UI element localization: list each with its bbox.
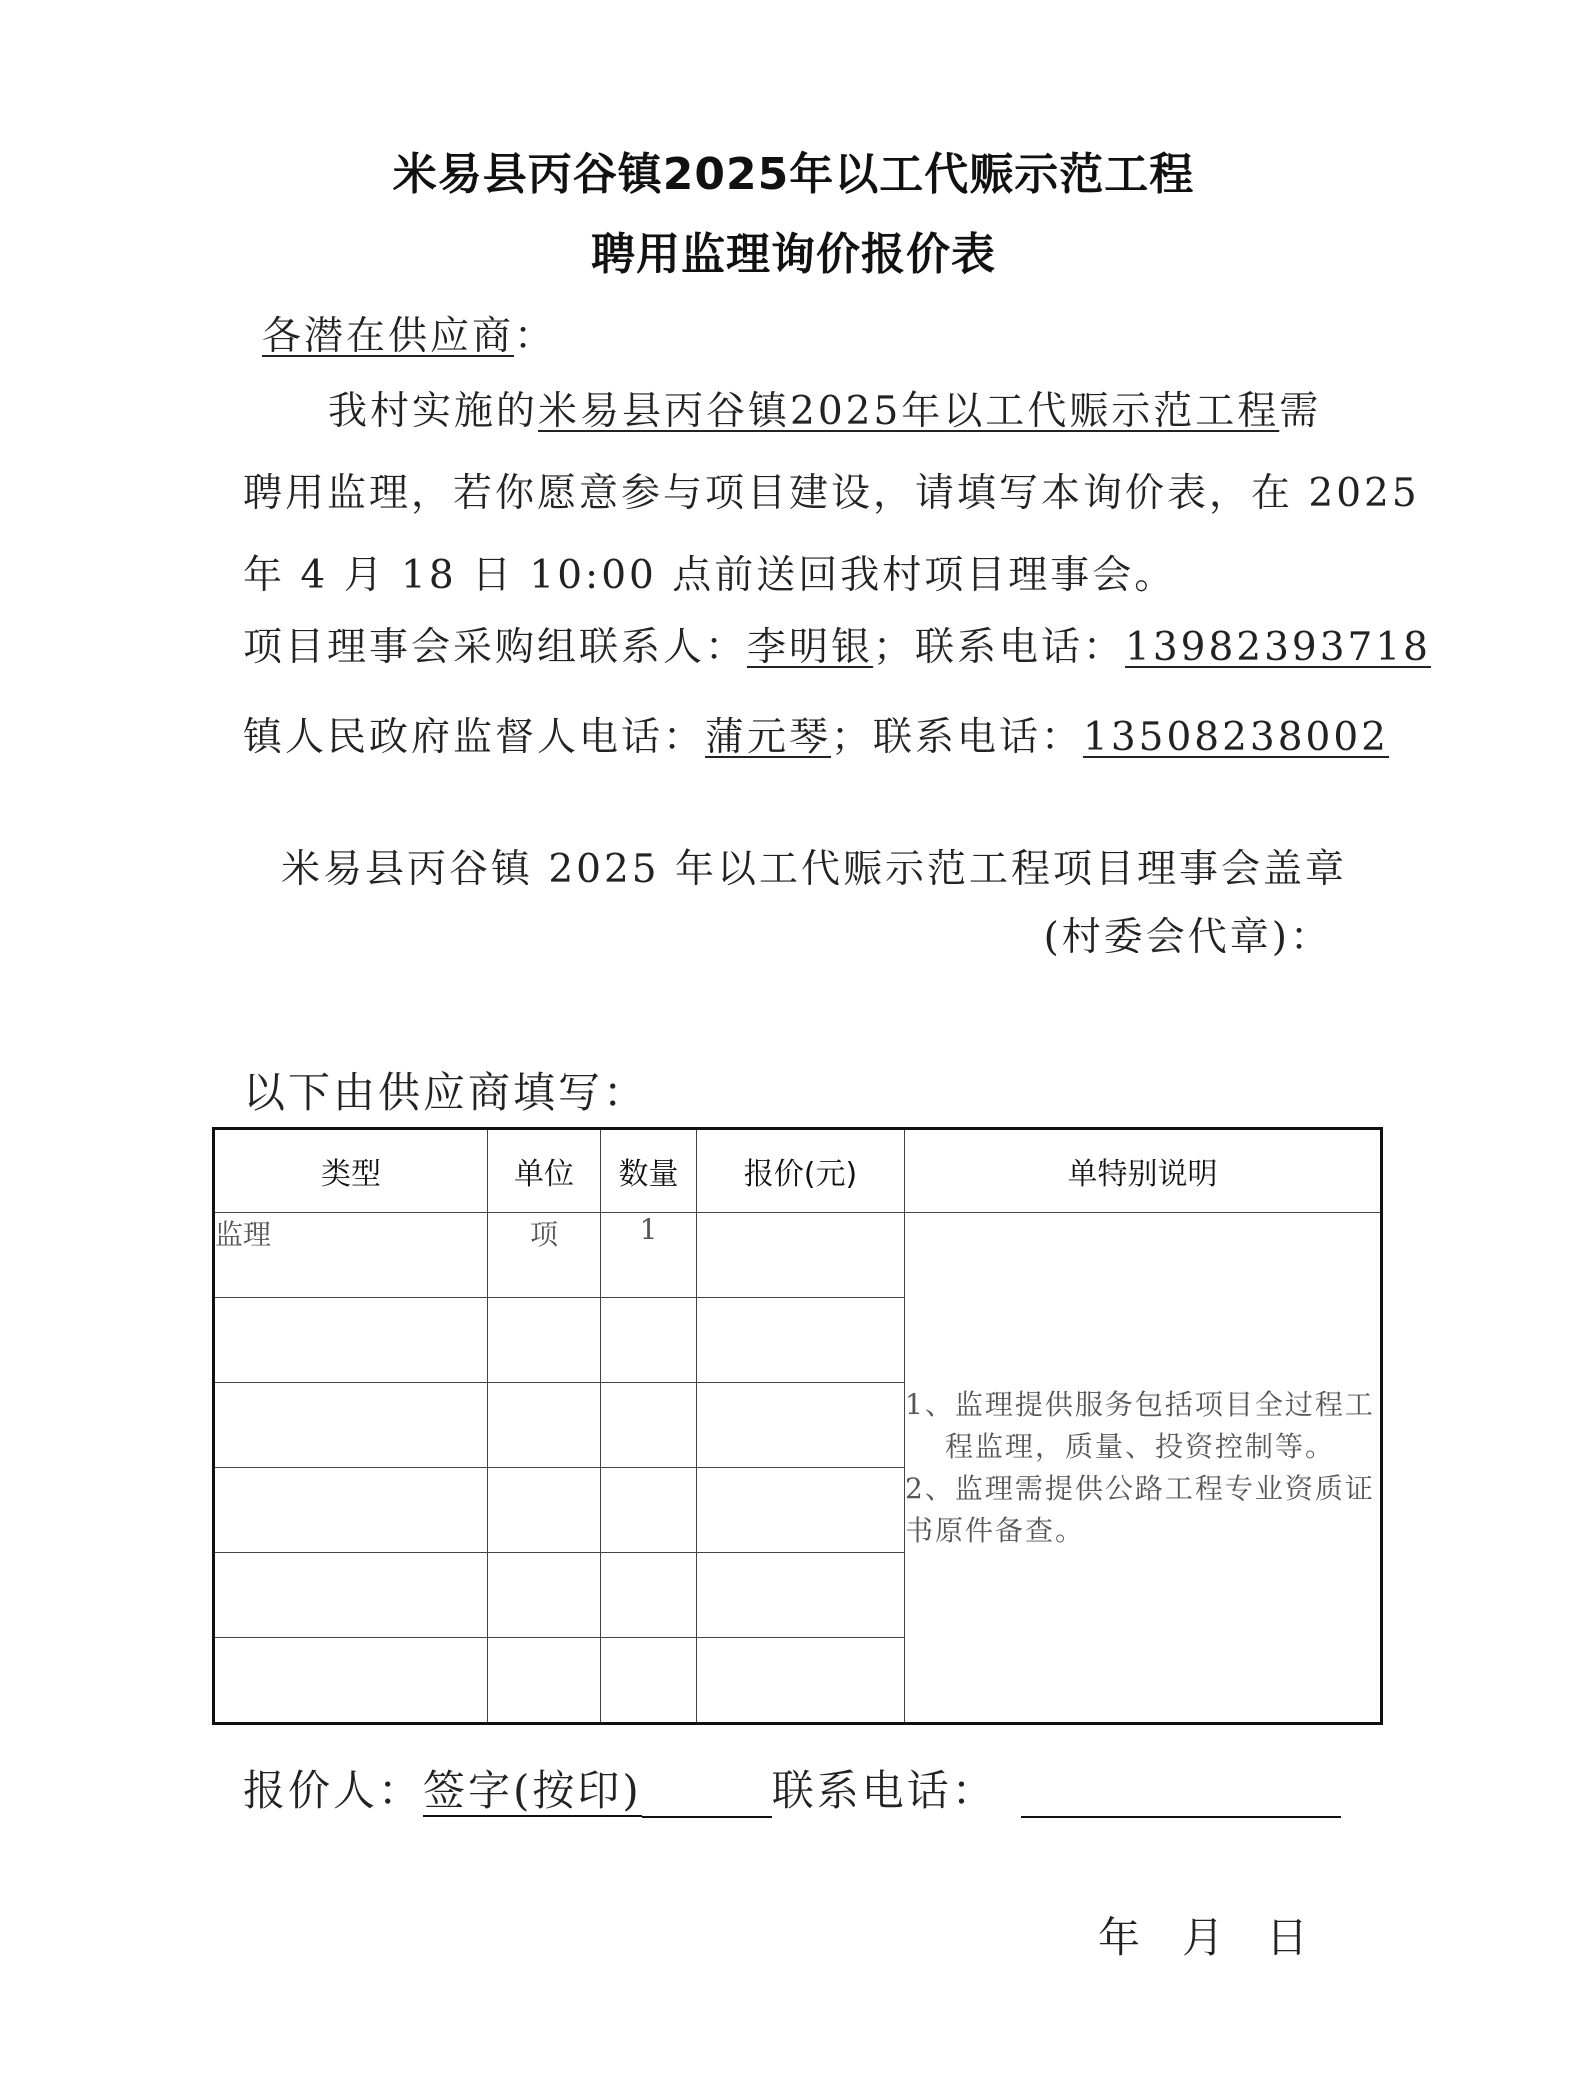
cell-price[interactable] bbox=[697, 1638, 905, 1724]
date-line bbox=[1098, 1905, 1350, 1965]
contact-line-supervisor bbox=[243, 706, 1389, 762]
note-line: 2、监理需提供公路工程专业资质证 bbox=[905, 1471, 1375, 1505]
table-row bbox=[214, 1213, 1382, 1298]
cell-price[interactable] bbox=[697, 1553, 905, 1638]
cell-type[interactable] bbox=[214, 1298, 488, 1383]
cell-type[interactable]: 监理 bbox=[214, 1213, 488, 1298]
date-month: 月 bbox=[1182, 1913, 1225, 1962]
cell-quantity[interactable] bbox=[601, 1638, 697, 1724]
cell-price[interactable] bbox=[697, 1383, 905, 1468]
note-line: 书原件备查。 bbox=[905, 1513, 1086, 1547]
project-name: 米易县丙谷镇2025年以工代赈示范工程 bbox=[538, 389, 1280, 434]
greeting-colon: ： bbox=[514, 314, 557, 359]
date-day: 日 bbox=[1266, 1913, 1309, 1962]
cell-quantity[interactable] bbox=[601, 1298, 697, 1383]
contact-phone: 13508238002 bbox=[1083, 715, 1389, 760]
cell-price[interactable] bbox=[697, 1213, 905, 1298]
body-line-2: 聘用监理，若你愿意参与项目建设，请填写本询价表，在 2025 bbox=[243, 471, 1420, 516]
table-header-row bbox=[214, 1129, 1382, 1213]
header-notes: 单特别说明 bbox=[905, 1129, 1382, 1213]
contact-sep: ；联系电话： bbox=[873, 625, 1126, 670]
signature-field[interactable]: 签字(按印) bbox=[423, 1766, 642, 1815]
header-unit: 单位 bbox=[488, 1129, 601, 1213]
intro-suffix: 需 bbox=[1279, 389, 1322, 434]
cell-type[interactable] bbox=[214, 1553, 488, 1638]
cell-unit[interactable]: 项 bbox=[488, 1213, 601, 1298]
document-title-line1: 米易县丙谷镇2025年以工代赈示范工程 bbox=[392, 149, 1195, 200]
note-line: 1、监理提供服务包括项目全过程工 bbox=[905, 1387, 1375, 1421]
contact-line-procurement bbox=[243, 616, 1431, 672]
cell-type[interactable] bbox=[214, 1638, 488, 1724]
cell-quantity[interactable] bbox=[601, 1383, 697, 1468]
date-year: 年 bbox=[1098, 1913, 1141, 1962]
greeting-recipient: 各潜在供应商 bbox=[262, 314, 515, 359]
quoter-label: 报价人： bbox=[243, 1766, 424, 1815]
document-title-line2: 聘用监理询价报价表 bbox=[591, 229, 996, 280]
cell-price[interactable] bbox=[697, 1468, 905, 1553]
seal-line-1: 米易县丙谷镇 2025 年以工代赈示范工程项目理事会盖章 bbox=[280, 847, 1347, 892]
contact-name: 蒲元琴 bbox=[705, 715, 832, 760]
greeting bbox=[262, 305, 556, 361]
supplier-fill-label: 以下由供应商填写： bbox=[243, 1068, 649, 1117]
cell-unit[interactable] bbox=[488, 1553, 601, 1638]
quote-table bbox=[212, 1127, 1383, 1725]
contact-sep: ；联系电话： bbox=[831, 715, 1084, 760]
body-line-1 bbox=[328, 380, 1321, 436]
cell-price[interactable] bbox=[697, 1298, 905, 1383]
header-price: 报价(元) bbox=[697, 1129, 905, 1213]
contact-name: 李明银 bbox=[747, 625, 874, 670]
signature-blank[interactable] bbox=[642, 1784, 772, 1818]
intro-prefix: 我村实施的 bbox=[328, 389, 539, 434]
header-type: 类型 bbox=[214, 1129, 488, 1213]
cell-unit[interactable] bbox=[488, 1638, 601, 1724]
contact-label: 镇人民政府监督人电话： bbox=[243, 715, 706, 760]
cell-type[interactable] bbox=[214, 1468, 488, 1553]
cell-unit[interactable] bbox=[488, 1468, 601, 1553]
cell-quantity[interactable] bbox=[601, 1553, 697, 1638]
contact-label: 项目理事会采购组联系人： bbox=[243, 625, 748, 670]
cell-notes bbox=[905, 1213, 1382, 1724]
cell-quantity[interactable] bbox=[601, 1468, 697, 1553]
phone-blank[interactable] bbox=[1021, 1784, 1341, 1818]
seal-line-2: (村委会代章)： bbox=[1043, 915, 1332, 960]
cell-unit[interactable] bbox=[488, 1298, 601, 1383]
header-quantity: 数量 bbox=[601, 1129, 697, 1213]
body-line-3: 年 4 月 18 日 10:00 点前送回我村项目理事会。 bbox=[243, 553, 1177, 598]
cell-unit[interactable] bbox=[488, 1383, 601, 1468]
cell-quantity[interactable]: 1 bbox=[601, 1213, 697, 1298]
note-line: 程监理，质量、投资控制等。 bbox=[945, 1429, 1336, 1463]
cell-type[interactable] bbox=[214, 1383, 488, 1468]
contact-phone: 13982393718 bbox=[1125, 625, 1431, 670]
signature-line bbox=[243, 1758, 1341, 1818]
phone-label: 联系电话： bbox=[771, 1766, 997, 1815]
